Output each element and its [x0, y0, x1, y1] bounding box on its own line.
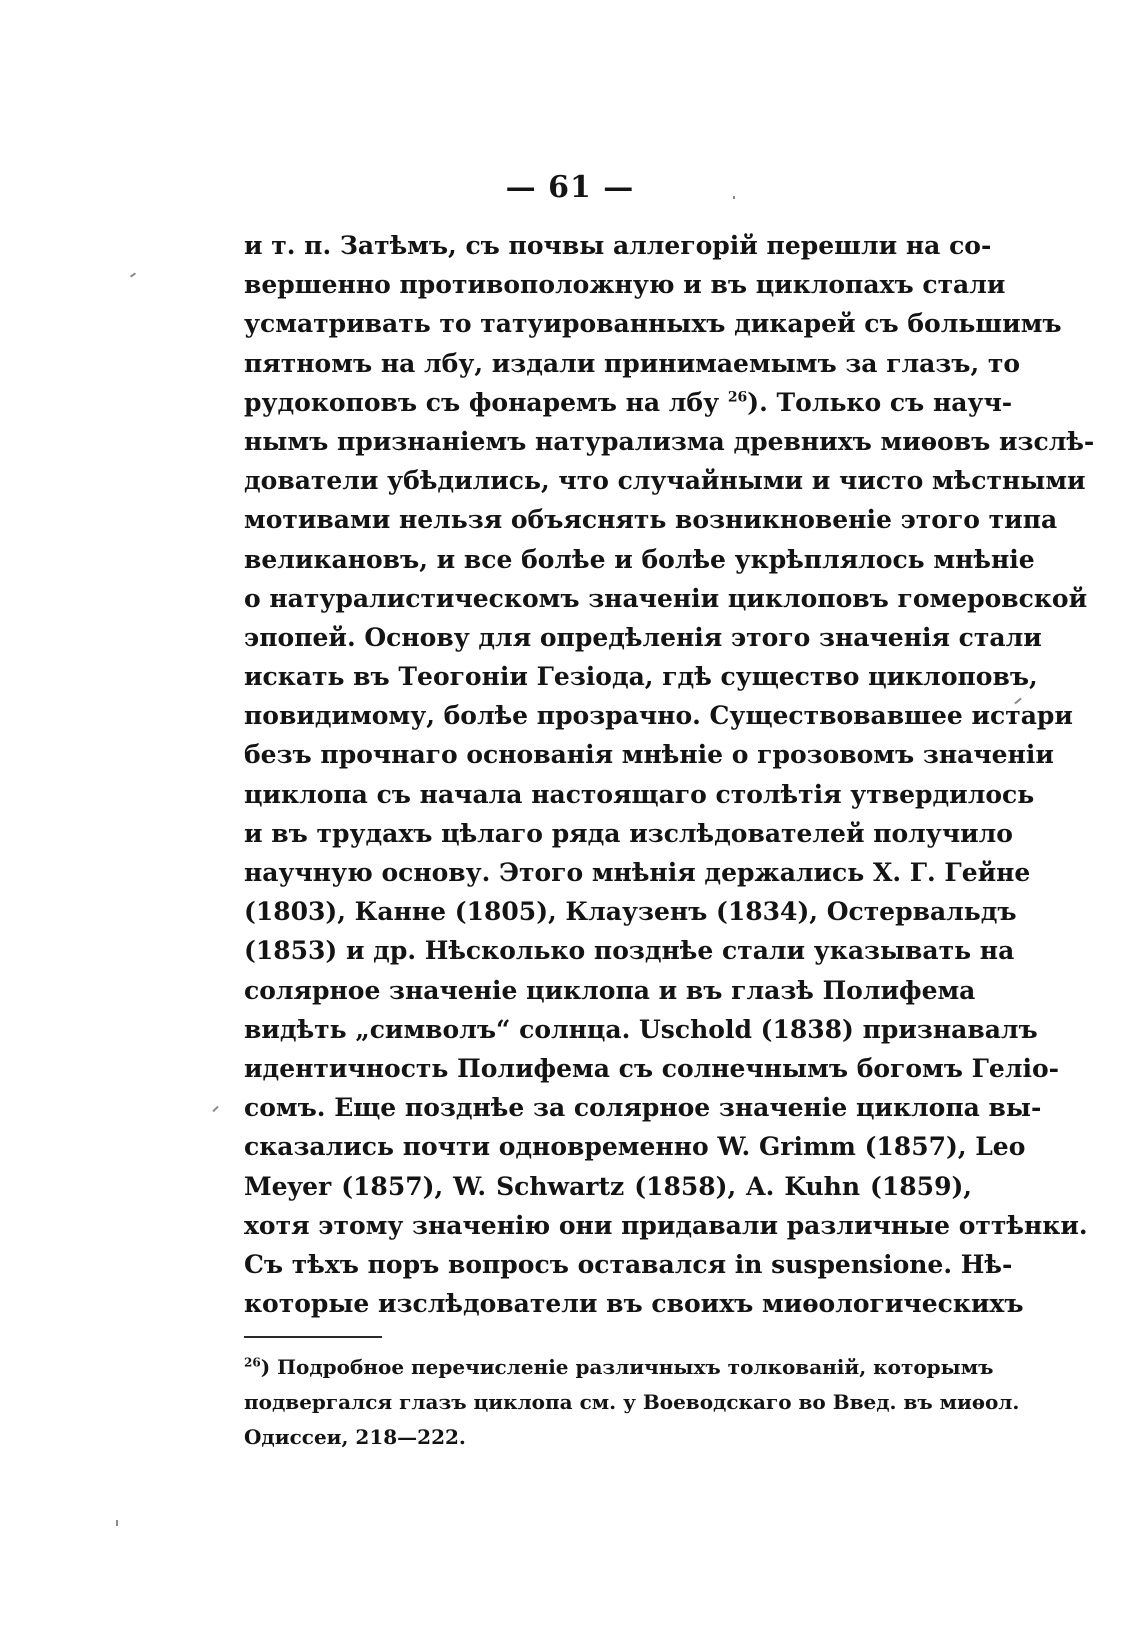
scan-speck — [116, 1520, 118, 1526]
page-number: — 61 — — [505, 170, 635, 205]
text-line: мотивами нельзя объяснять возникновеніе этого типа — [244, 505, 1058, 535]
text-segment: рудокоповъ съ фонаремъ на лбу — [244, 387, 720, 417]
footnote-reference[interactable]: 26 — [727, 389, 748, 406]
scan-speck — [212, 1106, 218, 1112]
text-line: и въ трудахъ цѣлаго ряда изслѣдователей получило — [244, 818, 1013, 848]
text-line: (1803), Канне (1805), Клаузенъ (1834), Остервальдъ — [244, 897, 1017, 927]
text-line-with-footnote-ref — [244, 383, 1013, 422]
text-line: сомъ. Еще позднѣе за солярное значеніе циклопа вы- — [244, 1093, 1042, 1123]
text-line: усматривать то татуированныхъ дикарей съ большимъ — [244, 309, 1062, 339]
text-line: циклопа съ начала настоящаго столѣтія утвердилось — [244, 779, 1035, 809]
text-line: (1853) и др. Нѣсколько позднѣе стали указывать на — [244, 936, 1015, 966]
text-line: научную основу. Этого мнѣнія держались Х. Г. Гейне — [244, 858, 1031, 887]
scan-speck — [733, 196, 735, 199]
footnote-line: подвергался глазъ циклопа см. у Воеводскаго во Введ. въ миѳол. — [244, 1390, 1020, 1414]
footnote-block — [244, 1350, 1020, 1455]
text-segment: ). Только съ науч- — [747, 387, 1013, 417]
text-line: дователи убѣдились, что случайными и чисто мѣстными — [244, 466, 1086, 496]
text-line: хотя этому значенію они придавали различные оттѣнки. — [244, 1210, 1088, 1240]
footnote-marker: 26 — [244, 1355, 261, 1370]
scan-speck — [130, 272, 136, 277]
text-line: видѣть „символъ“ солнца. Uschold (1838) признавалъ — [244, 1014, 1038, 1044]
footnote-line: Одиссеи, 218—222. — [244, 1425, 466, 1449]
text-line: безъ прочнаго основанія мнѣніе о грозовомъ значеніи — [244, 740, 1054, 770]
text-line: эпопей. Основу для опредѣленія этого значенія стали — [244, 622, 1042, 652]
footnote-text: ) Подробное перечисленіе различныхъ толкованій, которымъ — [260, 1355, 994, 1379]
text-line: искать въ Теогоніи Гезіода, гдѣ существо циклоповъ, — [244, 662, 1038, 692]
text-line: о натуралистическомъ значеніи циклоповъ гомеровской — [244, 583, 1088, 613]
text-line: Meyer (1857), W. Schwartz (1858), A. Kuhn (1859), — [244, 1171, 972, 1201]
text-line: вершенно противоположную и въ циклопахъ стали — [244, 270, 1006, 300]
body-text — [244, 226, 1095, 1323]
text-line: нымъ признаніемъ натурализма древнихъ миѳовъ изслѣ- — [244, 426, 1095, 456]
text-line: пятномъ на лбу, издали принимаемымъ за глазъ, то — [244, 348, 1021, 378]
text-line: идентичность Полифема съ солнечнымъ богомъ Геліо- — [244, 1053, 1059, 1083]
text-line: Съ тѣхъ поръ вопросъ оставался in suspensione. Нѣ- — [244, 1249, 1013, 1279]
text-line: солярное значеніе циклопа и въ глазѣ Полифема — [244, 975, 976, 1005]
text-line: повидимому, болѣе прозрачно. Существовавшее истари — [244, 701, 1073, 731]
text-line: великановъ, и все болѣе и болѣе укрѣплялось мнѣніе — [244, 544, 1035, 574]
footnote-divider — [244, 1336, 382, 1338]
text-line: и т. п. Затѣмъ, съ почвы аллегорій перешли на со- — [244, 231, 992, 260]
footnote-line — [244, 1350, 994, 1385]
text-line: которые изслѣдователи въ своихъ миѳологическихъ — [244, 1289, 1024, 1319]
text-line: сказались почти одновременно W. Grimm (1857), Leo — [244, 1132, 1026, 1162]
